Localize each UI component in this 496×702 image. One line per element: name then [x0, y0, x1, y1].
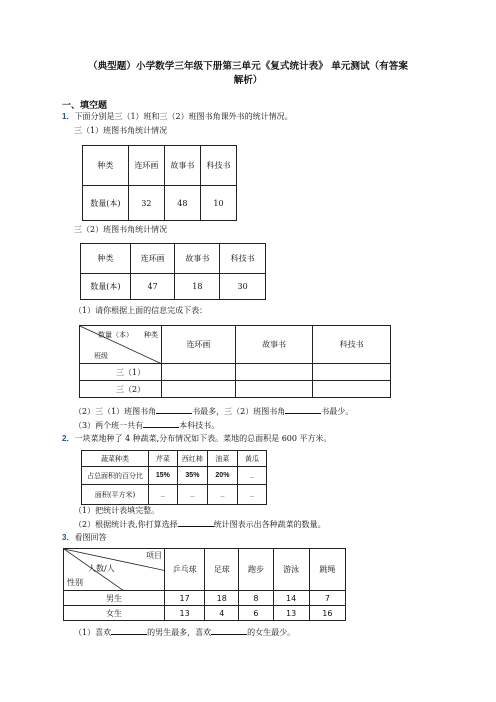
q1-table2-caption: 三（2）班图书角统计情况 — [74, 225, 168, 234]
q2-r1: 占总面积的百分比 — [82, 467, 149, 485]
t3-r2: 三（2） — [80, 381, 162, 398]
q3-cell: 13 — [273, 606, 309, 621]
title-line-1: （典型题）小学数学三年级下册第三单元《复式统计表》 单元测试（有答案 — [88, 61, 408, 72]
q3-h1: 乒乓球 — [165, 549, 205, 591]
answer-blank[interactable] — [111, 626, 147, 635]
q3-cell: 13 — [165, 606, 205, 621]
t3-cell — [235, 381, 313, 398]
q3-cell: 6 — [239, 606, 273, 621]
q3-cell: 14 — [273, 591, 309, 606]
t3-cell — [313, 381, 391, 398]
q2-a2[interactable]: _ — [177, 485, 207, 505]
t2-h2: 故事书 — [175, 244, 220, 274]
q1-sub3 — [74, 419, 219, 431]
q1-sub2 — [74, 405, 353, 417]
q1-text: 下面分别是三（1）班和三（2）班图书角课外书的统计情况。 — [74, 112, 293, 121]
answer-blank[interactable] — [178, 518, 214, 527]
q3-h3: 跑步 — [239, 549, 273, 591]
q2-a1[interactable]: _ — [149, 485, 178, 505]
answer-blank[interactable] — [156, 405, 192, 414]
t1-h3: 科技书 — [200, 146, 236, 186]
q1-prompt — [62, 111, 293, 122]
t1-v1: 32 — [128, 186, 164, 221]
t2-v3: 30 — [220, 274, 266, 300]
q3-cell: 8 — [239, 591, 273, 606]
t3-d-bottom: 班级 — [94, 352, 108, 360]
q1-sub3-b: 本科技书。 — [179, 421, 220, 430]
t3-diagonal-header — [80, 326, 162, 364]
q2-p1: 15% — [149, 467, 178, 485]
t1-v3: 10 — [200, 186, 236, 221]
answer-blank[interactable] — [143, 419, 179, 428]
q3-cell: 16 — [309, 606, 345, 621]
q1-sub1: （1）请你根据上面的信息完成下表： — [74, 306, 208, 315]
t1-v2: 48 — [164, 186, 200, 221]
t3-cell — [162, 381, 236, 398]
q2-h3: 油菜 — [208, 451, 238, 467]
q3-cell: 17 — [165, 591, 205, 606]
q2-p2: 35% — [177, 467, 207, 485]
q1-table2 — [80, 243, 266, 300]
q2-sub2-b: 统计图表示出各种蔬菜的数量。 — [213, 520, 326, 529]
q2-a3[interactable]: _ — [208, 485, 238, 505]
q1-table1-caption: 三（1）班图书角统计情况 — [74, 126, 168, 135]
q2-h4: 黄瓜 — [237, 451, 266, 467]
q3-h4: 游泳 — [273, 549, 309, 591]
q2-text: 一块菜地种了 4 种蔬菜,分布情况如下表。菜地的总面积是 600 平方米。 — [74, 434, 332, 443]
t1-h0: 种类 — [83, 146, 129, 186]
t3-h2: 故事书 — [235, 326, 313, 364]
page-title — [40, 60, 456, 88]
t3-cell — [162, 364, 236, 381]
q3-sub1-b: 的男生最多，喜欢 — [147, 628, 212, 637]
q2-sub1: （1）把统计表填完整。 — [74, 506, 160, 515]
q1-number: 1． — [62, 112, 75, 121]
q1-sub2-b: 书最多，三（2）班图书角 — [192, 407, 286, 416]
q2-sub2-a: （2）根据统计表,你打算选择 — [74, 520, 178, 529]
t2-v1: 47 — [130, 274, 175, 300]
q1-table3 — [79, 325, 391, 398]
q3-sub1-c: 的女生最少。 — [247, 628, 296, 637]
q3-d-mid: 人数/人 — [88, 564, 115, 573]
q3-sub1-a: （1）喜欢 — [74, 628, 112, 637]
q3-cell: 7 — [309, 591, 345, 606]
answer-blank[interactable] — [211, 626, 247, 635]
t1-r0: 数量(本) — [83, 186, 129, 221]
q3-cell: 4 — [205, 606, 239, 621]
q2-h2: 西红柿 — [177, 451, 207, 467]
t2-r0: 数量(本) — [81, 274, 131, 300]
t2-h3: 科技书 — [220, 244, 266, 274]
q3-d-bottom: 性别 — [67, 578, 83, 587]
q2-sub2 — [74, 518, 326, 530]
q3-table — [63, 548, 346, 621]
t1-h1: 连环画 — [128, 146, 164, 186]
q2-a4[interactable]: _ — [237, 485, 266, 505]
q2-h1: 芹菜 — [149, 451, 178, 467]
t3-h3: 科技书 — [313, 326, 391, 364]
q3-number: 3． — [62, 533, 75, 542]
t3-r1: 三（1） — [80, 364, 162, 381]
t3-cell — [235, 364, 313, 381]
q2-number: 2． — [62, 434, 75, 443]
t2-h1: 连环画 — [130, 244, 175, 274]
q3-row-label: 男生 — [64, 591, 165, 606]
t3-d-right: 种类 — [144, 331, 158, 339]
q3-h2: 足球 — [205, 549, 239, 591]
t2-v2: 18 — [175, 274, 220, 300]
title-line-2: 解析） — [233, 75, 263, 86]
q2-p3: 20% — [208, 467, 238, 485]
q3-sub1 — [74, 626, 295, 638]
q3-prompt — [62, 532, 106, 543]
q3-diagonal-header — [64, 549, 165, 591]
q2-table — [81, 450, 267, 505]
q1-sub2-a: （2）三（1）班图书角 — [74, 407, 157, 416]
q2-h0: 蔬菜种类 — [82, 451, 149, 467]
q1-table1 — [82, 145, 237, 221]
t3-d-top: 数量（本） — [98, 331, 133, 339]
q2-r2: 面积(平方米) — [82, 485, 149, 505]
q3-cell: 18 — [205, 591, 239, 606]
q3-text: 看图回答 — [74, 533, 107, 542]
t3-cell — [313, 364, 391, 381]
answer-blank[interactable] — [285, 405, 321, 414]
t2-h0: 种类 — [81, 244, 131, 274]
section-heading: 一、填空题 — [62, 101, 108, 111]
q3-d-top: 项目 — [146, 551, 162, 560]
q2-prompt — [62, 433, 332, 444]
t1-h2: 故事书 — [164, 146, 200, 186]
q1-sub3-a: （3）两个班一共有 — [74, 421, 144, 430]
q3-h5: 跳绳 — [309, 549, 345, 591]
q3-row-label: 女生 — [64, 606, 165, 621]
q2-p4[interactable]: _ — [237, 467, 266, 485]
t3-h1: 连环画 — [162, 326, 236, 364]
q1-sub2-c: 书最少。 — [321, 407, 354, 416]
